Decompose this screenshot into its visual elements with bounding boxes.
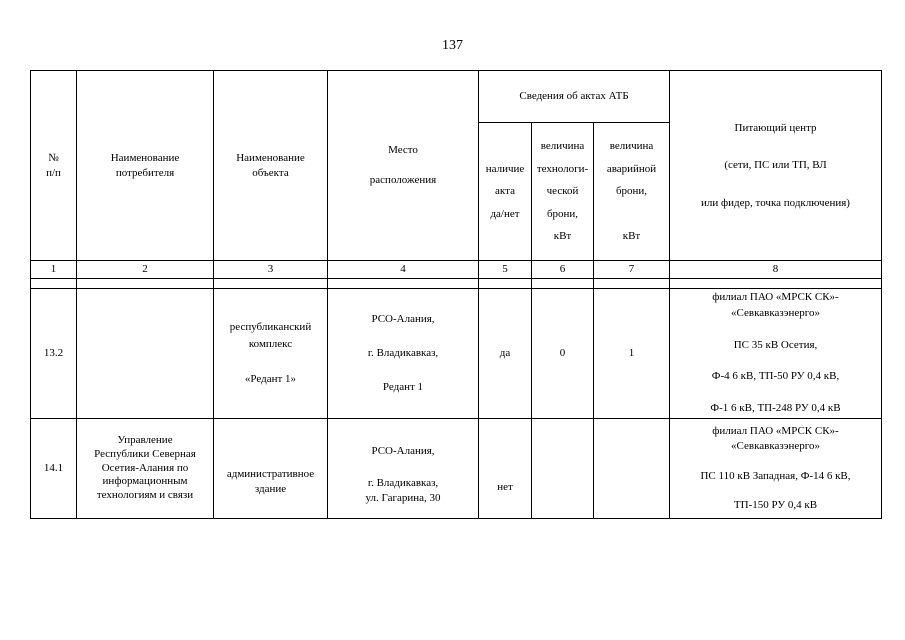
header-feeding-center: Питающий центр (сети, ПС или ТП, ВЛ или фидер, точка подключения)	[670, 71, 882, 261]
has-act: нет	[479, 419, 532, 519]
table-row	[31, 289, 882, 419]
row-number: 13.2	[31, 289, 77, 419]
column-number: 5	[479, 261, 532, 279]
header-consumer: Наименование потребителя	[77, 71, 214, 261]
column-number: 2	[77, 261, 214, 279]
page-number: 137	[442, 38, 463, 53]
emergency-reserve	[594, 419, 670, 519]
column-number: 7	[594, 261, 670, 279]
column-number: 6	[532, 261, 594, 279]
header-atb-tech-reserve: величина технологи- ческой брони, кВт	[532, 123, 594, 261]
header-object: Наименование объекта	[214, 71, 328, 261]
consumer-name: Управление Республики Северная Осетия-Алания по информационным технологиям и связи	[77, 419, 214, 519]
consumer-name	[77, 289, 214, 419]
spacer-row	[31, 279, 882, 289]
header-atb-group: Сведения об актах АТБ	[479, 71, 670, 123]
column-number: 8	[670, 261, 882, 279]
atb-table	[30, 70, 882, 519]
location: РСО-Алания, г. Владикавказ, ул. Гагарина, 30	[328, 419, 479, 519]
feeding-center: филиал ПАО «МРСК СК»- «Севкавказэнерго» ПС 110 кВ Западная, Ф-14 6 кВ, ТП-150 РУ 0,4 кВ	[670, 419, 882, 519]
feeding-center: филиал ПАО «МРСК СК»- «Севкавказэнерго» ПС 35 кВ Осетия, Ф-4 6 кВ, ТП-50 РУ 0,4 кВ, Ф-1 6 кВ, ТП-248 РУ 0,4 кВ	[670, 289, 882, 419]
header-atb-has-act: наличие акта да/нет	[479, 123, 532, 261]
table-row	[31, 419, 882, 519]
column-number: 4	[328, 261, 479, 279]
tech-reserve: 0	[532, 289, 594, 419]
row-number: 14.1	[31, 419, 77, 519]
tech-reserve	[532, 419, 594, 519]
object-name: административное здание	[214, 419, 328, 519]
header-location: Место расположения	[328, 71, 479, 261]
object-name: республиканский комплекс «Редант 1»	[214, 289, 328, 419]
emergency-reserve: 1	[594, 289, 670, 419]
has-act: да	[479, 289, 532, 419]
location: РСО-Алания, г. Владикавказ, Редант 1	[328, 289, 479, 419]
header-no: № п/п	[31, 71, 77, 261]
column-number-row	[31, 261, 882, 279]
header-row-1	[31, 71, 882, 123]
header-atb-emergency-reserve: величина аварийной брони, кВт	[594, 123, 670, 261]
column-number: 1	[31, 261, 77, 279]
column-number: 3	[214, 261, 328, 279]
